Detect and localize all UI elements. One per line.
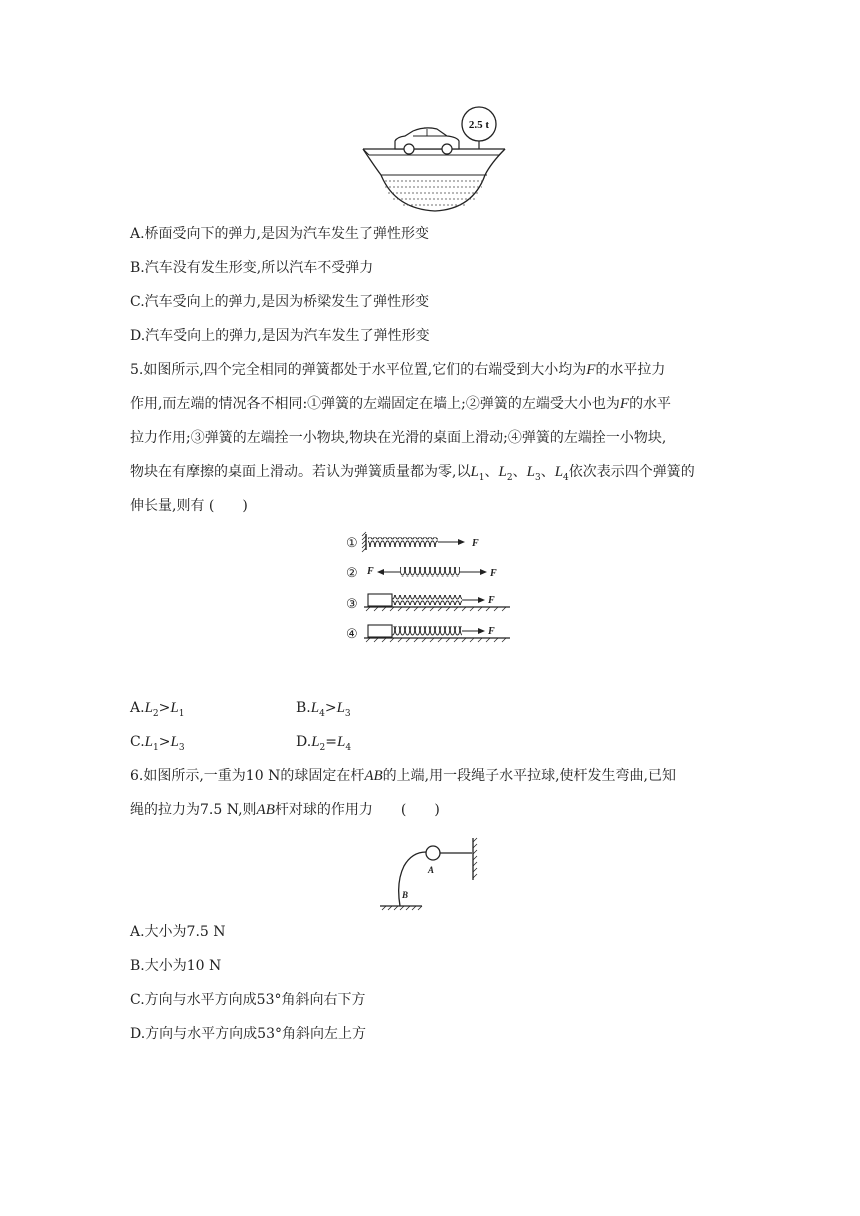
force-label-2-left: F (367, 566, 374, 577)
ball-icon (426, 846, 440, 860)
springs-figure (340, 528, 520, 648)
q6-option-d: D.方向与水平方向成53°角斜向左上方 (130, 1026, 366, 1042)
q5-option-c: $C.L_1>L_3$ (130, 734, 185, 753)
q5-stem-line-2: 作用,而左端的情况各不相同:①弹簧的左端固定在墙上;②弹簧的左端受大小也为F的水平 (130, 396, 672, 412)
q6-stem-line-2: 绳的拉力为7.5 N,则AB杆对球的作用力 ( ) (130, 802, 440, 818)
q5-stem-line-1: 5.如图所示,四个完全相同的弹簧都处于水平位置,它们的右端受到大小均为F的水平拉力 (130, 362, 666, 378)
point-b-label: B (402, 890, 409, 900)
q4-option-b: B.汽车没有发生形变,所以汽车不受弹力 (130, 260, 374, 276)
spring-label-3: ③ (346, 596, 358, 611)
force-label-1: F (472, 538, 479, 549)
q6-stem-line-1: 6.如图所示,一重为10 N的球固定在杆AB的上端,用一段绳子水平拉球,使杆发生弯曲,已知 (130, 768, 677, 784)
bent-rod-figure (376, 836, 486, 916)
q5-stem-line-3: 拉力作用;③弹簧的左端拴一小物块,物块在光滑的桌面上滑动;④弹簧的左端拴一小物块, (130, 430, 667, 446)
spring-label-4: ④ (346, 626, 358, 641)
q6-option-b: B.大小为10 N (130, 958, 222, 974)
spring-label-2: ② (346, 565, 358, 580)
sign-text: 2.5 t (468, 119, 490, 131)
q6-option-c: C.方向与水平方向成53°角斜向右下方 (130, 992, 366, 1008)
q4-option-d: D.汽车受向上的弹力,是因为汽车发生了弹性形变 (130, 328, 430, 344)
q6-option-a: A.大小为7.5 N (130, 924, 226, 940)
point-a-label: A (428, 865, 435, 875)
weight-limit-sign-icon (462, 107, 496, 149)
q5-option-d: $D.L_2=L_4$ (296, 734, 352, 753)
force-label-4: F (488, 626, 495, 637)
q4-option-c: C.汽车受向上的弹力,是因为桥梁发生了弹性形变 (130, 294, 430, 310)
force-label-2-right: F (490, 568, 497, 579)
q5-option-b: $B.L_4>L_3$ (296, 700, 351, 719)
q5-option-a: $A.L_2>L_1$ (130, 700, 185, 719)
q4-option-a: A.桥面受向下的弹力,是因为汽车发生了弹性形变 (130, 226, 430, 242)
q5-stem-line-5: 伸长量,则有 ( ) (130, 498, 248, 514)
q5-stem-line-4: 物块在有摩擦的桌面上滑动。若认为弹簧质量都为零,以$L_1$、$L_2$、$L_3$、$L_4$依次表示四个弹簧的 (130, 464, 695, 483)
car-icon (395, 128, 459, 154)
spring-label-1: ① (346, 535, 358, 550)
bridge-car-figure (355, 105, 515, 217)
force-label-3: F (488, 595, 495, 606)
